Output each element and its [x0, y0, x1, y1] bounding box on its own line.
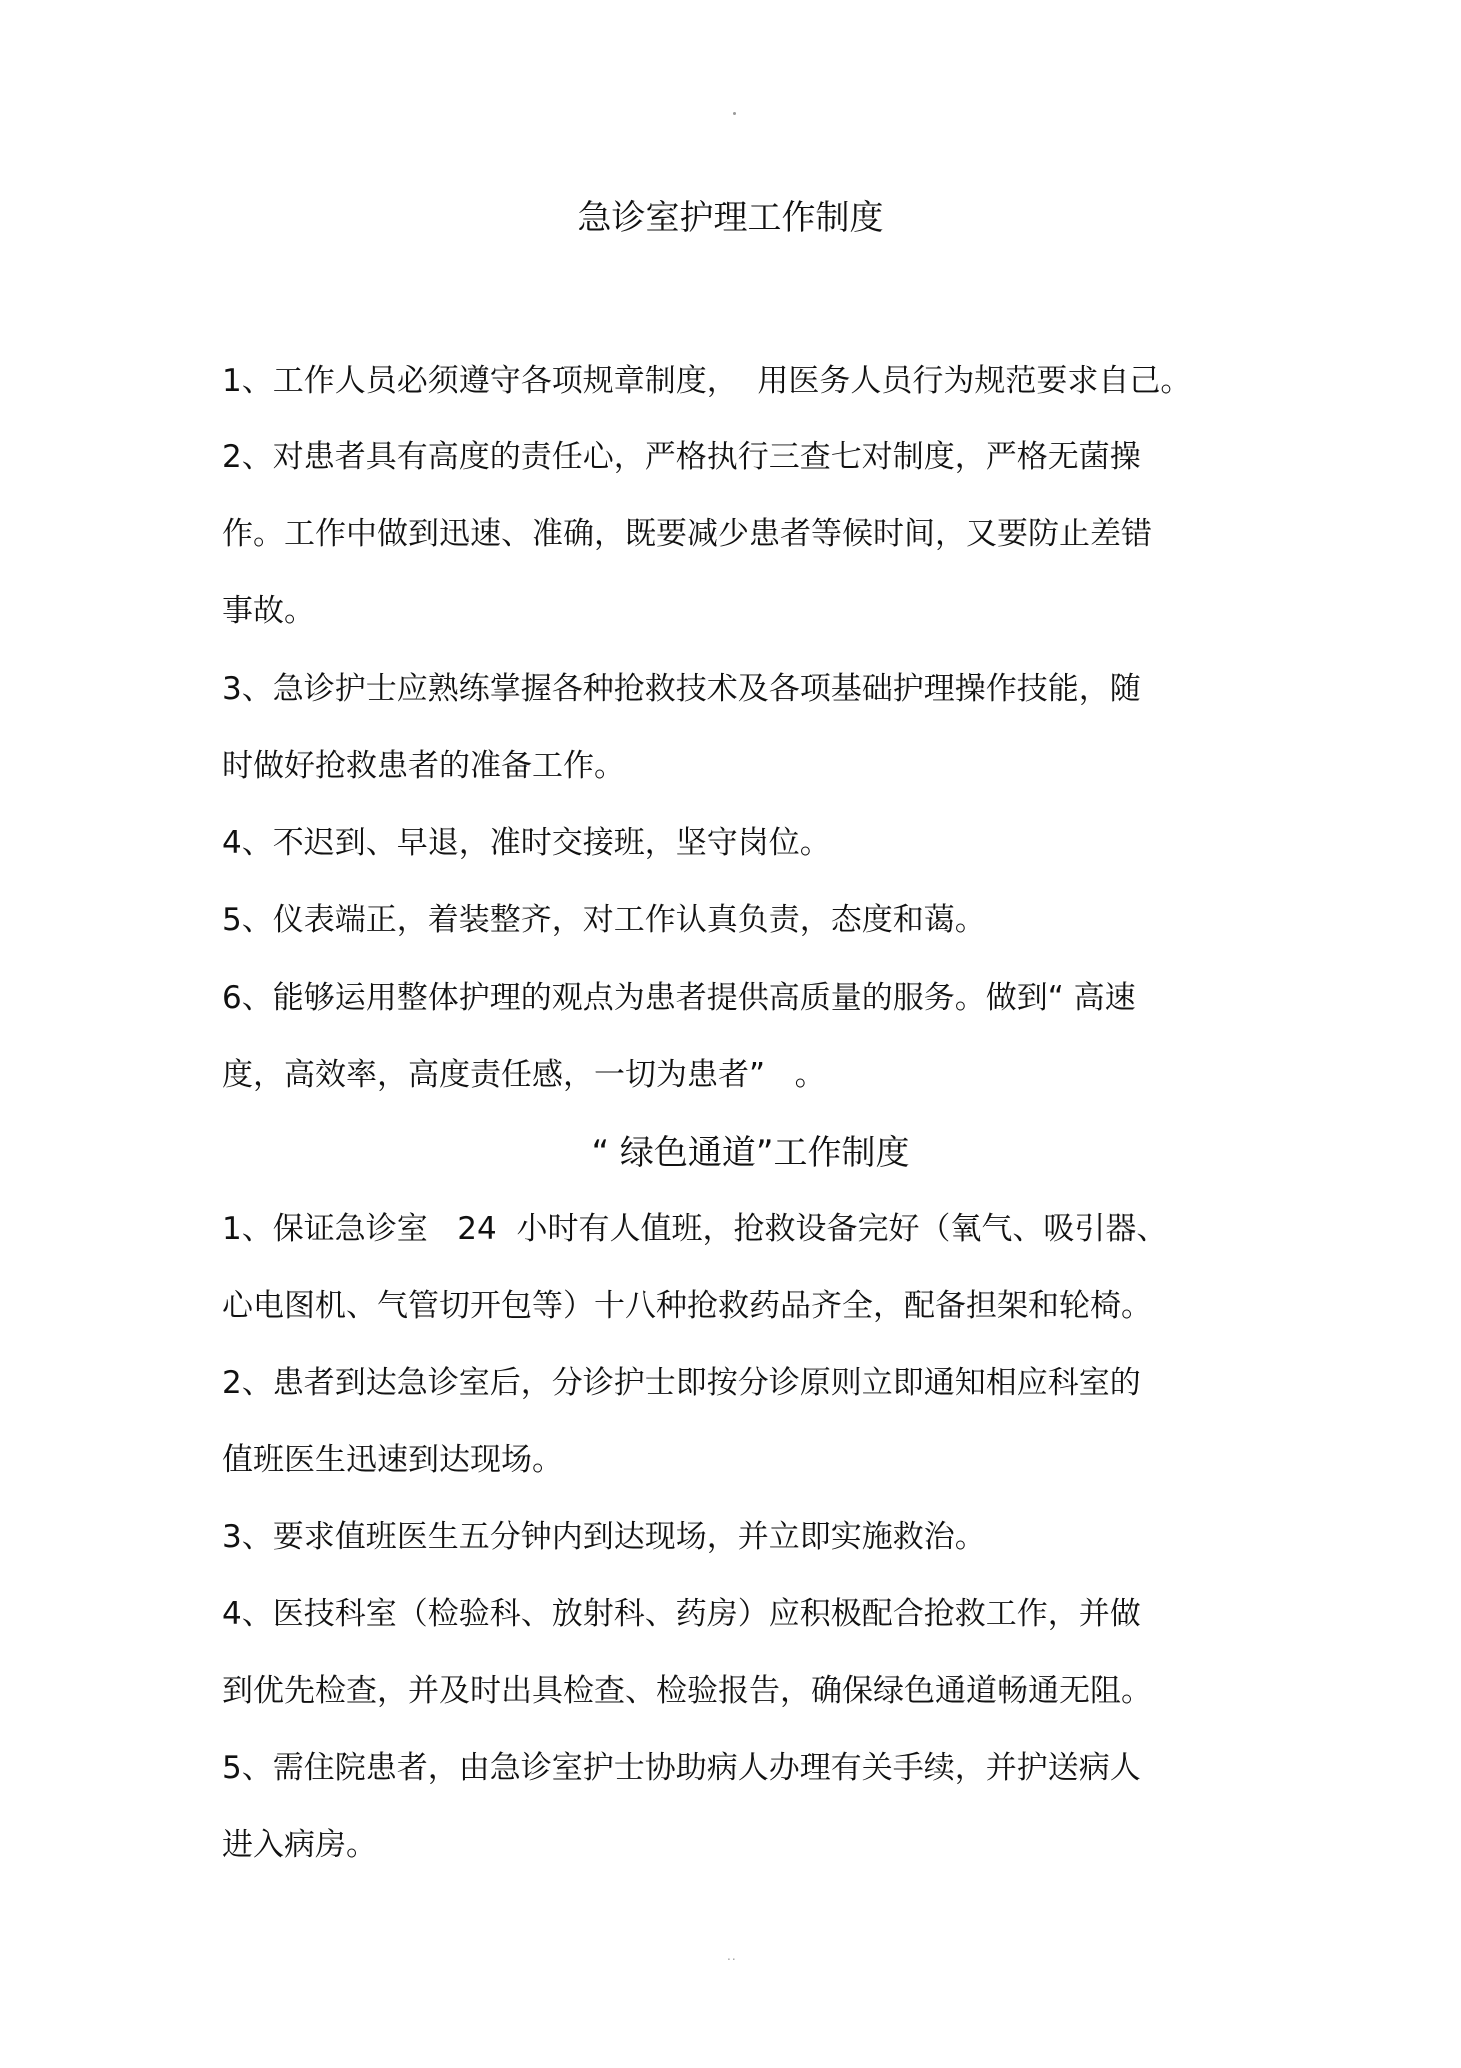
section-2-title: “ 绿色通道”工作制度 — [591, 1133, 910, 1173]
footer-dots: .. — [727, 1949, 737, 1963]
section-1-line-5: 3、急诊护士应熟练掌握各种抢救技术及各项基础护理操作技能，随 — [222, 671, 1141, 707]
section-2-line-2: 心电图机、气管切开包等）十八种抢救药品齐全，配备担架和轮椅。 — [222, 1288, 1152, 1324]
section-1-line-10: 度，高效率，高度责任感，一切为患者” 。 — [222, 1057, 826, 1093]
section-2-line-8: 5、需住院患者，由急诊室护士协助病人办理有关手续，并护送病人 — [222, 1750, 1141, 1786]
section-1-line-4: 事故。 — [222, 593, 315, 629]
section-2-line-6: 4、医技科室（检验科、放射科、药房）应积极配合抢救工作，并做 — [222, 1596, 1141, 1632]
section-2-line-3: 2、患者到达急诊室后，分诊护士即按分诊原则立即通知相应科室的 — [222, 1365, 1141, 1401]
section-1-line-1: 1、工作人员必须遵守各项规章制度， 用医务人员行为规范要求自己。 — [222, 363, 1192, 399]
section-1-title: 急诊室护理工作制度 — [577, 198, 884, 238]
section-1-line-8: 5、仪表端正，着装整齐，对工作认真负责，态度和蔼。 — [222, 902, 986, 938]
section-1-line-2: 2、对患者具有高度的责任心，严格执行三查七对制度，严格无菌操 — [222, 439, 1141, 475]
section-1-line-6: 时做好抢救患者的准备工作。 — [222, 748, 625, 784]
section-2-line-9: 进入病房。 — [222, 1827, 377, 1863]
section-2-line-4: 值班医生迅速到达现场。 — [222, 1442, 563, 1478]
section-2-line-7: 到优先检查，并及时出具检查、检验报告，确保绿色通道畅通无阻。 — [222, 1673, 1152, 1709]
section-2-line-1: 1、保证急诊室 24 小时有人值班，抢救设备完好（氧气、吸引器、 — [222, 1211, 1168, 1247]
section-2-line-5: 3、要求值班医生五分钟内到达现场，并立即实施救治。 — [222, 1519, 986, 1555]
section-1-line-3: 作。工作中做到迅速、准确，既要减少患者等候时间，又要防止差错 — [222, 516, 1152, 552]
section-1-line-9: 6、能够运用整体护理的观点为患者提供高质量的服务。做到“ 高速 — [222, 980, 1136, 1016]
section-1-line-7: 4、不迟到、早退，准时交接班，坚守岗位。 — [222, 825, 831, 861]
header-dot — [733, 112, 736, 115]
